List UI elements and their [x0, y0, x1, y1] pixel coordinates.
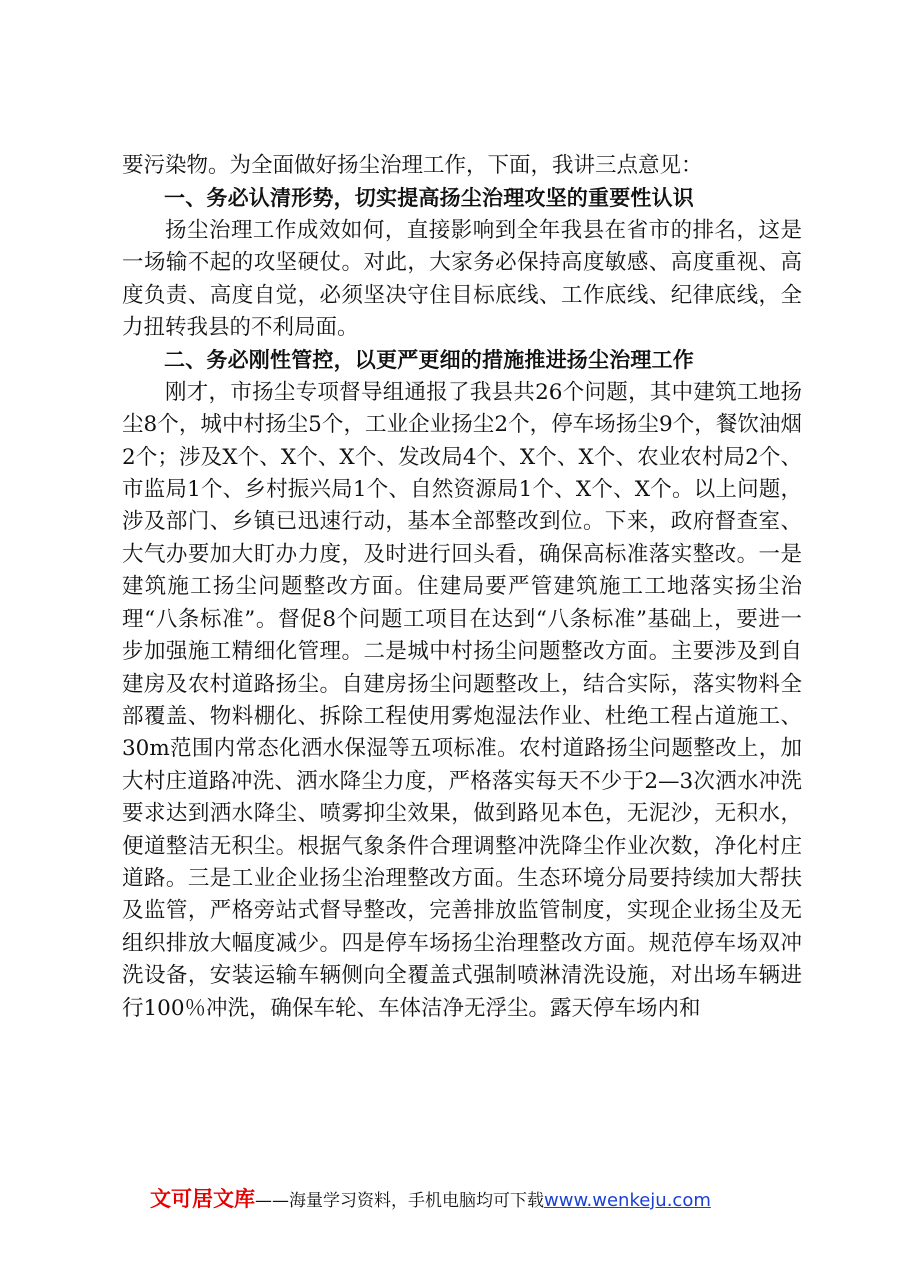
paragraph-section-1: 扬尘治理工作成效如何，直接影响到全年我县在省市的排名，这是一场输不起的攻坚硬仗。对此，大家务必保持高度敏感、高度重视、高度负责、高度自觉，必须坚决守住目标底线、工作底线、纪律底线，全力扭转我县的不利局面。: [122, 217, 802, 341]
section-heading-1: 一、务必认清形势，切实提高扬尘治理攻坚的重要性认识: [164, 186, 694, 211]
footer-banner: [150, 1183, 850, 1213]
footer-website-link[interactable]: www.wenkeju.com: [544, 1190, 711, 1211]
footer-separator: ——: [255, 1191, 289, 1211]
paragraph-intro: 要污染物。为全面做好扬尘治理工作，下面，我讲三点意见：: [122, 153, 703, 178]
footer-brand-name: 文可居文库: [150, 1187, 255, 1211]
document-body: [122, 150, 802, 1025]
footer-slogan: 海量学习资料，手机电脑均可下载: [289, 1191, 544, 1211]
paragraph-section-2: 刚才，市扬尘专项督导组通报了我县共26个问题，其中建筑工地扬尘8个，城中村扬尘5个，工业企业扬尘2个，停车场扬尘9个，餐饮油烟2个；涉及X个、X个、X个、发改局4个、X个、X个、农业农村局2个、市监局1个、乡村振兴局1个、自然资源局1个、X个、X个。以上问题，涉及部门、乡镇已迅速行动，基本全部整改到位。下来，政府督查室、大气办要加大盯办力度，及时进行回头看，确保高标准落实整改。一是建筑施工扬尘问题整改方面。住建局要严管建筑施工工地落实扬尘治理“八条标准”。督促8个问题工项目在达到“八条标准”基础上，要进一步加强施工精细化管理。二是城中村扬尘问题整改方面。主要涉及到自建房及农村道路扬尘。自建房扬尘问题整改上，结合实际，落实物料全部覆盖、物料棚化、拆除工程使用雾炮湿法作业、杜绝工程占道施工、30m范围内常态化洒水保湿等五项标准。农村道路扬尘问题整改上，加大村庄道路冲洗、洒水降尘力度，严格落实每天不少于2—3次洒水冲洗要求达到洒水降尘、喷雾抑尘效果，做到路见本色，无泥沙，无积水，便道整洁无积尘。根据气象条件合理调整冲洗降尘作业次数，净化村庄道路。三是工业企业扬尘治理整改方面。生态环境分局要持续加大帮扶及监管，严格旁站式督导整改，完善排放监管制度，实现企业扬尘及无组织排放大幅度减少。四是停车场扬尘治理整改方面。规范停车场双冲洗设备，安装运输车辆侧向全覆盖式强制喷淋清洗设施，对出场车辆进行100％冲洗，确保车轮、车体洁净无浮尘。露天停车场内和: [122, 379, 802, 1021]
section-heading-2: 二、务必刚性管控，以更严更细的措施推进扬尘治理工作: [164, 348, 694, 373]
